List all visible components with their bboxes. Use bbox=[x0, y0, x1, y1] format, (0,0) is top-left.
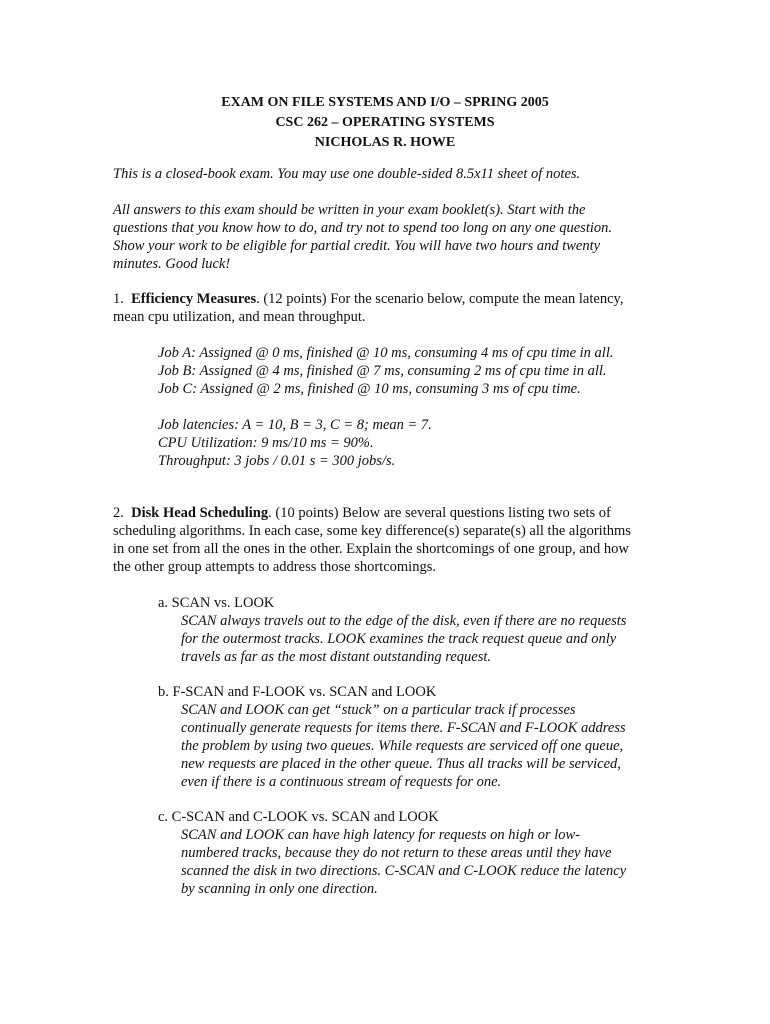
question-title: Disk Head Scheduling bbox=[131, 505, 269, 521]
q2-part-a-answer: SCAN always travels out to the edge of the disk, even if there are no requests for the outermost tracks. LOOK examines the track request queue and only travels as far as the most distant outstanding request. bbox=[181, 613, 627, 665]
instructor-name: NICHOLAS R. HOWE bbox=[314, 135, 456, 150]
list-item: Job latencies: A = 10, B = 3, C = 8; mean = 7. bbox=[158, 417, 432, 433]
q1-job-list bbox=[158, 344, 658, 398]
question-number: 2. bbox=[113, 505, 124, 521]
question-2: 2. Disk Head Scheduling. (10 points) Below are several questions listing two sets of scheduling algorithms. In each case, some key difference(s) separate(s) all the algorithms in one set from all the ones in the other. Explain the shortcomings of one group, and how the other group attempts to address those shortcomings. bbox=[113, 505, 631, 575]
question-number: 1. bbox=[113, 291, 124, 307]
q2-part-b-answer: SCAN and LOOK can get “stuck” on a particular track if processes continually generate requests for items there. F-SCAN and F-LOOK address the problem by using two queues. While requests are serviced off one queue, new requests are placed in the other queue. Thus all tracks will be serviced, even if there is a continuous stream of requests for one. bbox=[181, 702, 626, 790]
q2-part-b-label: b. F-SCAN and F-LOOK vs. SCAN and LOOK bbox=[158, 684, 437, 700]
q2-part-a-label: a. SCAN vs. LOOK bbox=[158, 595, 275, 611]
q1-answer bbox=[158, 416, 658, 470]
list-item: Throughput: 3 jobs / 0.01 s = 300 jobs/s. bbox=[158, 453, 396, 469]
exam-header bbox=[0, 93, 770, 153]
intro-paragraph-2: All answers to this exam should be written in your exam booklet(s). Start with the questions that you know how to do, and try not to spend too long on any one question. Show your work to be eligible for partial credit. You will have two hours and twenty minutes. Good luck! bbox=[113, 202, 613, 272]
question-1: 1. Efficiency Measures. (12 points) For the scenario below, compute the mean latency, mean cpu utilization, and mean throughput. bbox=[113, 291, 624, 325]
list-item: Job C: Assigned @ 2 ms, finished @ 10 ms, consuming 3 ms of cpu time. bbox=[158, 381, 581, 397]
q2-part-c-answer: SCAN and LOOK can have high latency for requests on high or low- numbered tracks, because they do not return to these areas until they have scanned the disk in two directions. C-SCAN and C-LOOK reduce the latency by scanning in only one direction. bbox=[181, 827, 627, 897]
list-item: CPU Utilization: 9 ms/10 ms = 90%. bbox=[158, 435, 374, 451]
exam-title: EXAM ON FILE SYSTEMS AND I/O – SPRING 2005 bbox=[221, 95, 549, 110]
course-title: CSC 262 – OPERATING SYSTEMS bbox=[275, 115, 495, 130]
q2-part-c-label: c. C-SCAN and C-LOOK vs. SCAN and LOOK bbox=[158, 809, 439, 825]
list-item: Job A: Assigned @ 0 ms, finished @ 10 ms, consuming 4 ms of cpu time in all. bbox=[158, 345, 614, 361]
intro-paragraph-1: This is a closed-book exam. You may use one double-sided 8.5x11 sheet of notes. bbox=[113, 166, 581, 182]
question-title: Efficiency Measures bbox=[131, 291, 257, 307]
list-item: Job B: Assigned @ 4 ms, finished @ 7 ms, consuming 2 ms of cpu time in all. bbox=[158, 363, 607, 379]
